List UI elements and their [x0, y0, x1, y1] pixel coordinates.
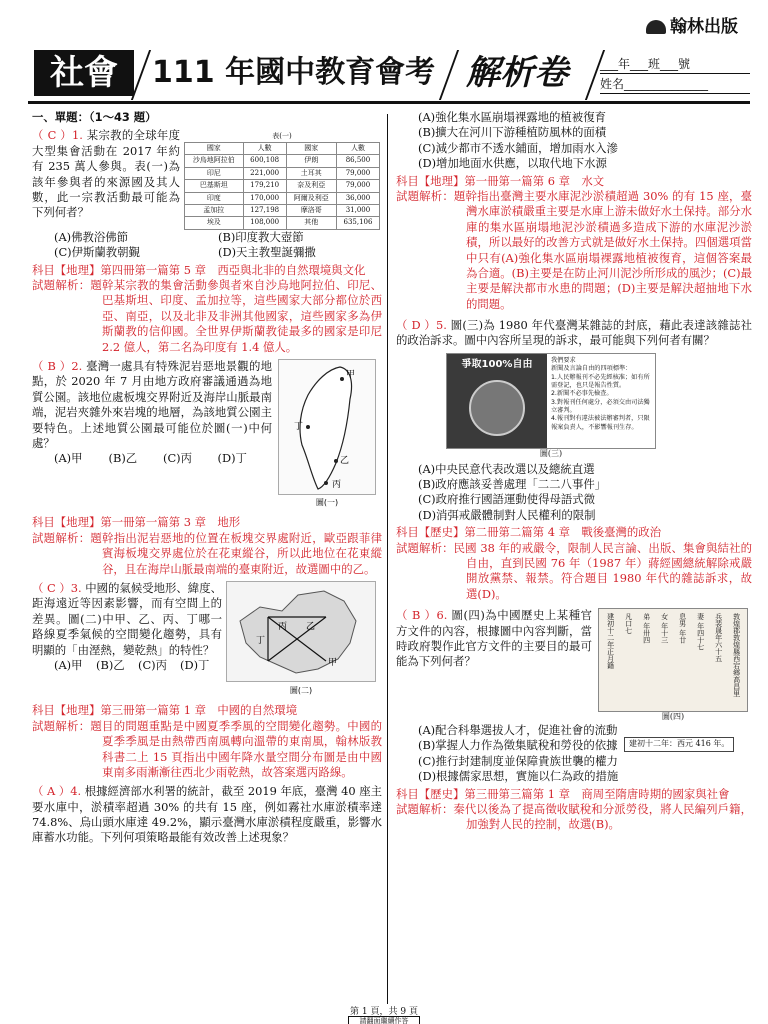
- answer-mark: （ D ）5.: [396, 318, 447, 333]
- question-5: [396, 318, 752, 602]
- option-d[interactable]: (D)增加地面水供應，以取代地下水源: [418, 156, 607, 171]
- table-header: 人數: [243, 142, 286, 154]
- question-4: [32, 784, 382, 846]
- register-column: 息男 年廿: [678, 613, 687, 644]
- options: [54, 451, 272, 466]
- subject-reference: 科目【地理】第三冊第一篇第 1 章 中國的自然環境: [32, 703, 298, 718]
- publisher-name: 翰林出版: [670, 17, 738, 37]
- map-label-jia: 甲: [346, 370, 356, 381]
- option-a[interactable]: (A)配合科舉選拔人才，促進社會的流動: [418, 722, 618, 737]
- publisher-emblem-icon: [646, 20, 666, 34]
- option-c[interactable]: (C)丙: [138, 657, 167, 672]
- list-item: 1.人民辦報刊不必先經核准；如有所需登記，也只是報告性質。: [551, 373, 650, 389]
- answer-mark: （ A ）4.: [32, 784, 82, 799]
- table-cell: 127,198: [243, 205, 286, 217]
- table-cell: 埃及: [185, 217, 244, 229]
- table-cell: 221,000: [243, 167, 286, 179]
- table-cell: 600,108: [243, 155, 286, 167]
- taiwan-map: [278, 359, 376, 509]
- question-4-continued: [396, 110, 752, 312]
- list-item: 3.對報刊任何處分，必須交由司法獨立審判。: [551, 398, 650, 415]
- china-map: [226, 581, 376, 697]
- table-cell: 沙烏地阿拉伯: [185, 155, 244, 167]
- header-rule: [28, 101, 750, 104]
- table-row: [185, 167, 380, 179]
- table-cell: 170,000: [243, 192, 286, 204]
- option-b[interactable]: (B)政府應該妥善處理「二二八事件」: [418, 477, 607, 492]
- list-item: 2.新聞不必事先檢查。: [551, 390, 613, 398]
- cover-banner: 爭取100%自由: [461, 358, 533, 370]
- table-cell: 31,000: [336, 205, 379, 217]
- register-column: 建初十二年正月籍: [606, 613, 615, 670]
- register-column: 凡口七: [624, 613, 633, 635]
- list-title: 我們要求: [551, 356, 576, 364]
- map-label-jia: 甲: [328, 657, 338, 668]
- header-slash: [439, 50, 459, 100]
- figure-2: [226, 581, 376, 701]
- table-cell: 36,000: [336, 192, 379, 204]
- table-1: [184, 128, 380, 230]
- option-c[interactable]: (C)丙: [163, 451, 192, 466]
- turn-page-note: 請翻面繼續作答: [348, 1016, 420, 1024]
- subject-reference: 科目【歷史】第三冊第三篇第 1 章 商周至隋唐時期的國家與社會: [396, 786, 730, 801]
- register-column: 敦煌郡敦煌縣西宕鄉高昌里: [732, 613, 741, 698]
- answer-key-label: 解析卷: [466, 53, 568, 93]
- options: [418, 754, 752, 785]
- register-column: 女 年十三: [660, 613, 669, 644]
- map-label-bing: 丙: [278, 621, 288, 632]
- table-cell: 79,000: [336, 167, 379, 179]
- figure-caption: 圖(三): [539, 448, 563, 458]
- option-d[interactable]: (D)丁: [180, 657, 210, 672]
- explanation: 試題解析：題幹指出臺灣主要水庫泥沙淤積超過 30% 的有 15 座，臺灣水庫淤積嚴重主要是水庫上游未做好水土保持。部分水庫的集水區崩塌地泥沙淤積過多造成下游的水庫泥沙淤積，所以最好的改善方式就是做好水土保持。四個選項當中只有(A)強化集水區崩塌裸露地植被復育，這個答案最為合適。(B)主要是在防止河川泥沙所形成的風沙；(C)最主要是解決都市水患的問題；(D)主要是解決超抽地下水的問題。: [396, 188, 752, 311]
- publisher-logo: [646, 16, 738, 39]
- option-c[interactable]: (C)政府推行國語運動使得母語式微: [418, 492, 596, 507]
- option-d[interactable]: (D)丁: [217, 451, 247, 466]
- option-b[interactable]: (B)擴大在河川下游種植防風林的面積: [418, 125, 607, 140]
- map-label-ding: 丁: [256, 635, 266, 646]
- subject-badge: 社會: [34, 50, 134, 96]
- option-b[interactable]: (B)掌握人力作為徵集賦稅和勞役的依據: [418, 738, 618, 753]
- table-header: 國家: [286, 142, 336, 154]
- question-stem: 臺灣一處具有特殊泥岩惡地景觀的地點，於 2020 年 7 月由地方政府審議通過為地質公園。該地位處板塊交界附近及海岸山脈最南端，泥岩夾雜外來岩塊的地層，為該地質公園主要特色。上述地質公園最可能位於圖(一)中何處？: [32, 359, 272, 450]
- table-cell: 79,000: [336, 180, 379, 192]
- options: [418, 723, 618, 754]
- option-a[interactable]: (A)甲: [54, 451, 83, 466]
- map-label-bing: 丙: [332, 480, 342, 491]
- table-row: [185, 205, 380, 217]
- question-stem: 根據經濟部水利署的統計，截至 2019 年底，臺灣 40 座主要水庫中，淤積率超過 30% 的共有 15 座，例如霧社水庫淤積率達 74.8%、烏山頭水庫達 49.2%，顯示臺灣水庫淤積程度嚴重，影響水庫蓄水功能。下列何項策略最能有效改善上述現象？: [32, 784, 383, 845]
- subject-reference: 科目【地理】第一冊第一篇第 3 章 地形: [32, 515, 241, 530]
- table-cell: 摩洛哥: [286, 205, 336, 217]
- option-d[interactable]: (D)天主教聖誕彌撒: [218, 245, 316, 260]
- subject-reference: 科目【地理】第一冊第一篇第 6 章 水文: [396, 173, 605, 188]
- right-column: [396, 110, 752, 835]
- option-a[interactable]: (A)佛教浴佛節: [54, 229, 129, 244]
- option-d[interactable]: (D)根據儒家思想，實施以仁為政的措施: [418, 769, 619, 784]
- section-title: 一、單題：（1～43 題）: [32, 110, 157, 124]
- column-divider: [387, 114, 388, 1004]
- question-stem: 圖(四)為中國歷史上某種官方文件的內容，根據圖中內容判斷，當時政府製作此官方文件的主要目的最可能為下列何者？: [396, 608, 593, 669]
- option-c[interactable]: (C)減少都市不透水鋪面，增加雨水入滲: [418, 140, 618, 155]
- map-label-yi: 乙: [306, 621, 316, 632]
- left-column: [32, 110, 382, 848]
- participants-table: [184, 142, 380, 230]
- table-header: 國家: [185, 142, 244, 154]
- option-b[interactable]: (B)印度教大壺節: [218, 229, 304, 244]
- page-number: 第 1 頁，共 9 頁: [350, 1007, 418, 1017]
- table-cell: 其他: [286, 217, 336, 229]
- table-cell: 86,500: [336, 155, 379, 167]
- table-cell: 印尼: [185, 167, 244, 179]
- explanation: 試題解析：題幹某宗教的集會活動參與者來自沙烏地阿拉伯、印尼、巴基斯坦、印度、孟加拉等，這些國家大部分都位於西亞、南亞，以及北非及非洲其他國家，這些國家多為伊斯蘭教的信仰國。全世界伊斯蘭教徒最多的國家是印尼 2.2 億人，第二名為印度有 1.4 億人。: [32, 278, 382, 354]
- demands-list: [547, 354, 655, 448]
- table-row: [185, 180, 380, 192]
- figure-note: 建初十二年：西元 416 年。: [624, 737, 734, 752]
- table-cell: 635,106: [336, 217, 379, 229]
- option-a[interactable]: (A)甲: [54, 657, 83, 672]
- options: [54, 230, 382, 261]
- subject-reference: 科目【地理】第四冊第一篇第 5 章 西亞與北非的自然環境與文化: [32, 262, 366, 277]
- option-b[interactable]: (B)乙: [108, 451, 138, 466]
- table-row: [185, 155, 380, 167]
- question-2: [32, 359, 382, 577]
- explanation: 試題解析：民國 38 年的戒嚴令，限制人民言論、出版、集會與結社的自由，直到民國 76 年（1987 年）蔣經國總統解除戒嚴開放黨禁、報禁。符合題目 1980 年代的雜誌訴求，故選(D)。: [396, 540, 752, 601]
- option-c[interactable]: (C)推行封建制度並保障貴族世襲的權力: [418, 753, 618, 768]
- table-header: 人數: [336, 142, 379, 154]
- option-a[interactable]: (A)中央民意代表改選以及總統直選: [418, 461, 595, 476]
- register-column: 兵裴晟年六十五: [714, 613, 723, 663]
- list-item: 4.報刊對有違法被法辦審判者，只限報案負責人，不影響報刊生存。: [551, 415, 650, 431]
- table-cell: 土耳其: [286, 167, 336, 179]
- map-label-yi: 乙: [340, 456, 350, 467]
- figure-1: [278, 359, 376, 513]
- table-cell: 伊朗: [286, 155, 336, 167]
- table-cell: 奈及利亞: [286, 180, 336, 192]
- table-cell: 印度: [185, 192, 244, 204]
- options: [418, 110, 752, 172]
- option-c[interactable]: (C)伊斯蘭教朝覲: [54, 245, 140, 260]
- question-stem: 中國的氣候受地形、緯度、距海遠近等因素影響，而有空間上的差異。圖(二)中甲、乙、丙、丁哪一路線夏季氣候的空間變化趨勢，具有明顯的「由溼熱，變乾熱」的特性？: [32, 580, 222, 657]
- answer-mark: （ B ）6.: [396, 608, 448, 623]
- question-6: [396, 608, 752, 833]
- table-row: [185, 192, 380, 204]
- subject-reference: 科目【歷史】第二冊第二篇第 4 章 戰後臺灣的政治: [396, 525, 662, 540]
- table-row: [185, 217, 380, 229]
- map-label-ding: 丁: [294, 422, 304, 433]
- figure-3: [446, 353, 656, 460]
- table-caption: 表(一): [272, 132, 292, 141]
- exam-header: [28, 50, 750, 102]
- option-d[interactable]: (D)消弭戒嚴體制對人民權利的限制: [418, 507, 596, 522]
- table-cell: 108,000: [243, 217, 286, 229]
- class-seat-field[interactable]: ___年___班___號: [600, 56, 750, 74]
- register-column: 弟 年卅四: [642, 613, 651, 644]
- explanation: 試題解析：題目的問題重點是中國夏季季風的空間變化趨勢。中國的夏季季風是由熱帶西南風轉向溫帶的東南風，翰林版教科書二上 15 頁指出中國年降水量空間分布圖是由中國東南多雨漸漸往西北少雨乾熱，故答案選丙路線。: [32, 718, 382, 779]
- figure-caption: 圖(二): [289, 685, 313, 695]
- answer-mark: （ C ）3.: [32, 580, 82, 595]
- table-cell: 巴基斯坦: [185, 180, 244, 192]
- table-cell: 孟加拉: [185, 205, 244, 217]
- table-cell: 阿爾及利亞: [286, 192, 336, 204]
- table-cell: 179,210: [243, 180, 286, 192]
- magazine-cover: [447, 354, 547, 448]
- register-column: 妻 年四十七: [696, 613, 705, 651]
- student-info: [600, 56, 750, 96]
- option-b[interactable]: (B)乙: [96, 657, 125, 672]
- list-subtitle: 新聞及言論自由的四項標準：: [551, 365, 632, 373]
- question-1: [32, 128, 382, 355]
- exam-title: 111 年國中教育會考: [152, 55, 436, 90]
- options: [54, 658, 222, 673]
- answer-mark: （ B ）2.: [32, 359, 83, 374]
- options: [418, 462, 752, 524]
- figure-caption: 圖(一): [315, 498, 339, 508]
- figure-caption: 圖(四): [661, 712, 685, 722]
- explanation: 試題解析：秦代以後為了提高徵收賦稅和分派勞役，將人民編列戶籍，加強對人民的控制，故選(B)。: [396, 801, 752, 832]
- household-register: [598, 608, 748, 712]
- question-stem: 某宗教的全球年度大型集會活動在 2017 年約有 235 萬人參與。表(一)為該年參與者的來源國及其人數，此一宗教活動最可能為下列何者？: [32, 128, 181, 220]
- question-stem: 圖(三)為 1980 年代臺灣某雜誌的封底，藉此表達該雜誌社的政治訴求。圖中內容所呈現的訴求，最可能與下列何者有關？: [396, 318, 752, 348]
- explanation: 試題解析：題幹指出泥岩惡地的位置在板塊交界處附近，歐亞跟菲律賓海板塊交界處位於在花東縱谷，所以此地位在花東縱谷，且在海岸山脈最南端的臺東附近，故選圖中的乙。: [32, 530, 382, 576]
- globe-icon: [469, 380, 525, 436]
- name-field[interactable]: 姓名______________: [600, 76, 750, 94]
- option-a[interactable]: (A)強化集水區崩塌裸露地的植被復育: [418, 110, 606, 124]
- figure-4: [598, 608, 748, 723]
- answer-mark: （ C ）1.: [32, 128, 83, 143]
- question-3: [32, 581, 382, 780]
